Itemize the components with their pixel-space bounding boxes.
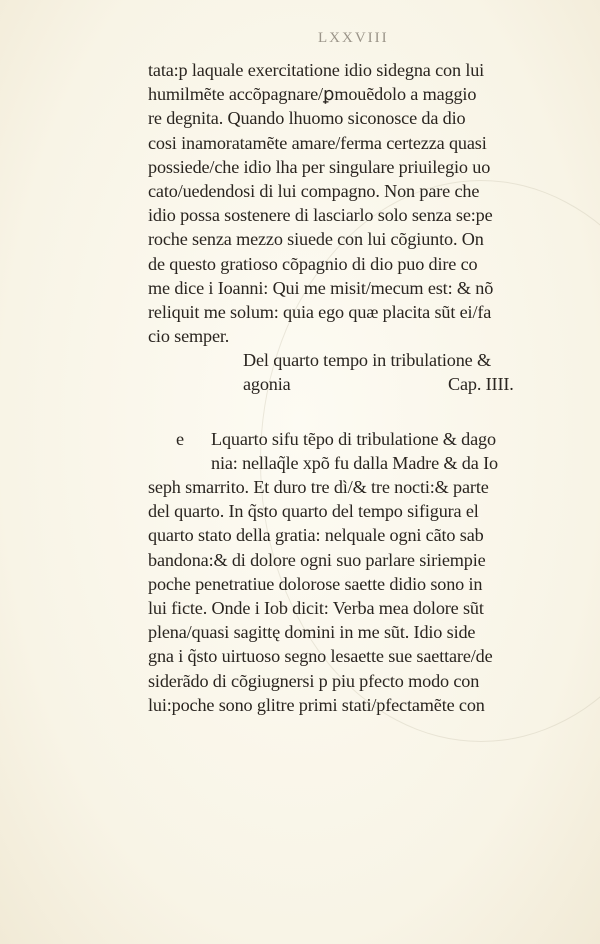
text-line: lui ficte. Onde i Iob dicit: Verba mea dolore sũt bbox=[148, 597, 484, 618]
text-line: reliquit me solum: quia ego quæ placita sũt ei/fa bbox=[148, 301, 492, 322]
paragraph-2 bbox=[148, 427, 568, 717]
text-line: cosi inamoratamẽte amare/ferma certezza quasi bbox=[148, 132, 487, 153]
section-gap bbox=[148, 397, 568, 427]
text-line: quarto stato della gratia: nelquale ogni cãto sab bbox=[148, 525, 484, 546]
text-line: re degnita. Quando lhuomo siconosce da dio bbox=[148, 108, 466, 129]
first-line-text: Lquarto sifu tẽpo di tribulatione & dago bbox=[211, 428, 496, 449]
text-line: gna i q̃sto uirtuoso segno lesaette sue saettare/de bbox=[148, 646, 493, 667]
heading-line-1: Del quarto tempo in tribulatione & bbox=[243, 350, 491, 371]
text-line: seph smarrito. Et duro tre dì/& tre nocti:& parte bbox=[148, 477, 489, 497]
text-line: cio semper. bbox=[148, 326, 230, 347]
heading-line-2 bbox=[148, 372, 568, 396]
text-line: bandona:& di dolore ogni suo parlare siriempie bbox=[148, 549, 486, 570]
guide-letter: e bbox=[176, 428, 184, 449]
text-line: roche senza mezzo siuede con lui cõgiunto. On bbox=[148, 229, 484, 250]
text-line: de questo gratioso cõpagnio di dio puo dire co bbox=[148, 253, 478, 274]
text-line: humilmẽte accõpagnare/ꝑmouẽdolo a maggio bbox=[148, 84, 477, 105]
folio-number: LXXVIII bbox=[318, 30, 389, 46]
heading-line-2-text: agonia bbox=[243, 374, 291, 395]
text-line: plena/quasi sagittę domini in me sũt. Idio side bbox=[148, 622, 476, 643]
text-line: nia: nellaq̃le xpõ fu dalla Madre & da Io bbox=[211, 452, 498, 473]
text-line: idio possa sostenere di lasciarlo solo senza se:pe bbox=[148, 205, 493, 226]
text-line: possiede/che idio lha per singulare priuilegio uo bbox=[148, 156, 491, 177]
text-line: cato/uedendosi di lui compagno. Non pare che bbox=[148, 180, 480, 201]
text-line: tata:p laquale exercitatione idio sidegna con lui bbox=[148, 60, 485, 80]
chapter-number: Cap. IIII. bbox=[448, 374, 514, 395]
text-line: lui:poche sono glitre primi stati/pfectamẽte con bbox=[148, 694, 485, 715]
chapter-heading bbox=[148, 348, 568, 396]
paragraph-1 bbox=[148, 58, 568, 348]
text-line: me dice i Ioanni: Qui me misit/mecum est: & nõ bbox=[148, 277, 494, 298]
text-line: siderãdo di cõgiugnersi p piu pfecto modo con bbox=[148, 670, 480, 691]
text-line: poche penetratiue dolorose saette didio sono in bbox=[148, 573, 483, 594]
main-text bbox=[148, 58, 568, 717]
text-line-initial bbox=[148, 427, 568, 451]
text-line: del quarto. In q̃sto quarto del tempo sifigura el bbox=[148, 501, 479, 522]
